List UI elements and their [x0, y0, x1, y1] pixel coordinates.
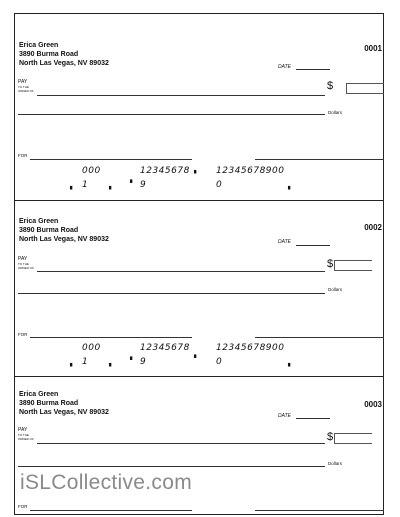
micr-account: 12345678900: [216, 166, 285, 176]
owner-street: 3890 Burma Road: [19, 227, 79, 234]
check-number: 0003: [364, 400, 382, 409]
for-label: FOR: [18, 332, 28, 337]
watermark: iSLCollective.com: [20, 471, 192, 494]
micr-row2-c: 0: [216, 180, 223, 190]
payee-line[interactable]: [37, 443, 325, 444]
pay-label: PAY: [18, 79, 28, 85]
for-label: FOR: [18, 504, 28, 509]
amount-box[interactable]: [346, 83, 384, 94]
owner-street: 3890 Burma Road: [19, 51, 79, 58]
to-the-text: TO THE: [18, 262, 29, 266]
date-line[interactable]: [296, 69, 330, 70]
date-line[interactable]: [296, 245, 330, 246]
memo-line[interactable]: [30, 337, 192, 338]
micr-row2-a: 1: [82, 357, 89, 367]
memo-line[interactable]: [30, 510, 192, 511]
dollar-sign: $: [327, 258, 334, 270]
dollars-label: Dollars: [328, 287, 343, 292]
order-of-text: ORDER OF: [18, 436, 34, 441]
micr-routing: 12345678: [140, 343, 190, 353]
date-label: DATE: [278, 239, 291, 245]
to-the-text: TO THE: [18, 85, 29, 89]
amount-words-line[interactable]: [18, 114, 325, 115]
signature-line[interactable]: [255, 337, 384, 338]
to-the-text: TO THE: [18, 433, 29, 437]
pay-label: PAY: [18, 427, 28, 433]
micr-row2-c: 0: [216, 357, 223, 367]
payee-line[interactable]: [37, 95, 325, 96]
micr-symbol: ▖: [70, 360, 75, 367]
micr-check-number: 000: [82, 166, 101, 176]
memo-line[interactable]: [30, 159, 192, 160]
order-of-text: ORDER OF: [18, 265, 34, 270]
for-label: FOR: [18, 153, 28, 158]
check-number: 0001: [364, 44, 382, 53]
to-the-order-label: [18, 86, 34, 93]
amount-box[interactable]: [334, 433, 372, 444]
amount-words-line[interactable]: [18, 293, 325, 294]
signature-line[interactable]: [255, 159, 384, 160]
micr-symbol: ▖: [288, 183, 293, 190]
owner-city: North Las Vegas, NV 89032: [19, 236, 109, 243]
payee-line[interactable]: [37, 271, 325, 272]
check-1: [14, 14, 384, 200]
micr-row2-a: 1: [82, 180, 89, 190]
date-line[interactable]: [296, 418, 330, 419]
check-2: [14, 200, 384, 376]
date-label: DATE: [278, 413, 291, 419]
to-the-order-label: [18, 434, 34, 441]
micr-account: 12345678900: [216, 343, 285, 353]
to-the-order-label: [18, 263, 34, 270]
dollars-label: Dollars: [328, 461, 343, 466]
micr-symbol: ▖: [288, 360, 293, 367]
date-label: DATE: [278, 64, 291, 70]
order-of-text: ORDER OF: [18, 88, 34, 93]
owner-city: North Las Vegas, NV 89032: [19, 60, 109, 67]
micr-symbol: ▖: [70, 183, 75, 190]
micr-symbol: ▘: [130, 180, 135, 187]
micr-symbol: ▖: [109, 183, 114, 190]
owner-street: 3890 Burma Road: [19, 400, 79, 407]
micr-check-number: 000: [82, 343, 101, 353]
micr-transit-symbol: ▖: [194, 167, 199, 174]
dollar-sign: $: [327, 80, 334, 92]
amount-words-line[interactable]: [18, 466, 325, 467]
owner-name: Erica Green: [19, 391, 59, 398]
owner-name: Erica Green: [19, 42, 59, 49]
micr-symbol: ▖: [109, 360, 114, 367]
micr-row2-b: 9: [140, 180, 147, 190]
owner-city: North Las Vegas, NV 89032: [19, 409, 109, 416]
signature-line[interactable]: [255, 510, 384, 511]
micr-symbol: ▘: [130, 357, 135, 364]
dollars-label: Dollars: [328, 110, 343, 115]
owner-name: Erica Green: [19, 218, 59, 225]
pay-label: PAY: [18, 256, 28, 262]
micr-row2-b: 9: [140, 357, 147, 367]
micr-routing: 12345678: [140, 166, 190, 176]
micr-transit-symbol: ▘: [194, 355, 199, 362]
amount-box[interactable]: [334, 260, 372, 271]
check-number: 0002: [364, 223, 382, 232]
dollar-sign: $: [327, 431, 334, 443]
